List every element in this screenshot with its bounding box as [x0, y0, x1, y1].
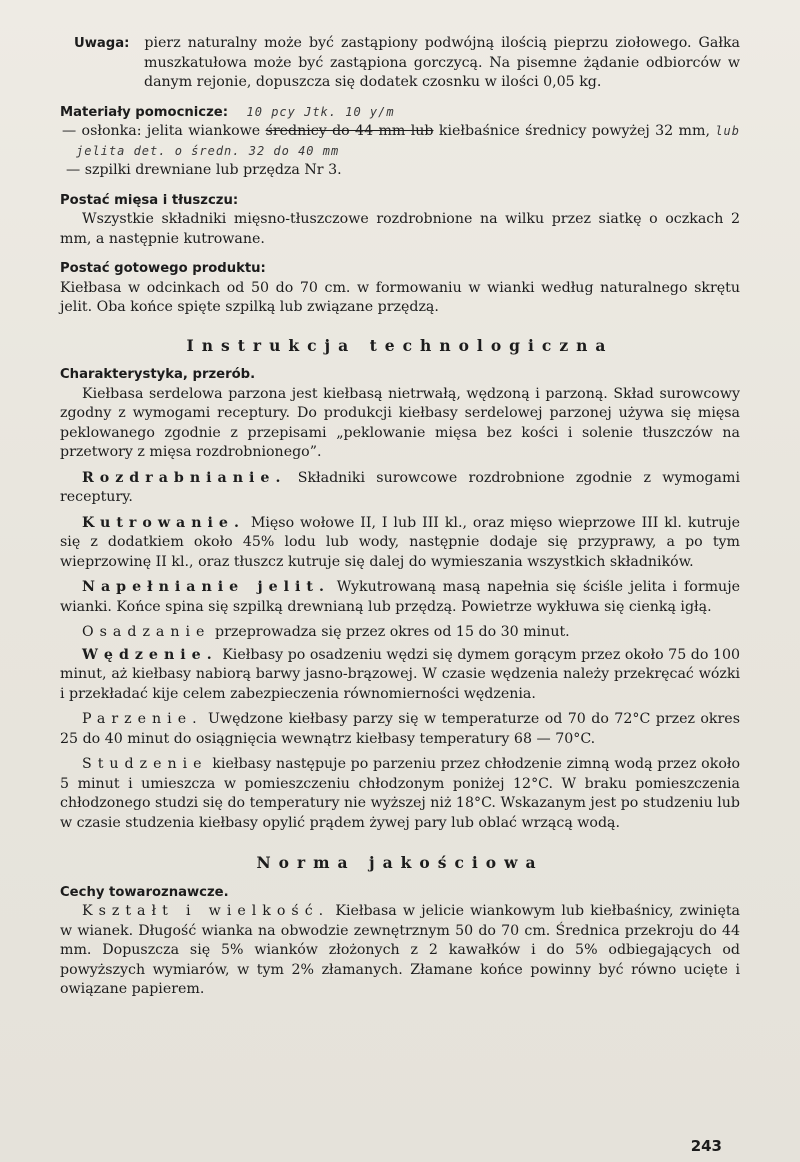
step-text: Uwędzone kiełbasy parzy się w temperaturze od 70 do 72°C przez okres 25 do 40 minut do osiągnięcia wewnątrz kiełbasy temperatury 68 — 70°C. [60, 711, 740, 747]
page-number: 243 [690, 1136, 722, 1155]
quality-text: Kiełbasa w jelicie wiankowym lub kiełbaśnicy, zwinięta w wianek. Długość wianka na obwodzie zewnętrznym 50 do 70 cm. Średnica przekroju do 44 mm. Dopuszcza się 5% wianków złożonych z 2 kawałków i do 5% odbiegających od powyższych wymiarów, w tym 2% złamanych. Złamane końce powinny być równo ucięte i owiązane papierem. [60, 903, 740, 997]
aux-heading: Materiały pomocnicze: [60, 104, 229, 120]
note-text: pierz naturalny może być zastąpiony podwójną ilością pieprzu ziołowego. Gałka muszkatułowa może być zastąpiona gorczycą. Na pisemne żądanie odbiorców w danym rejonie, dopuszcza się dodatek czosnku w ilości 0,05 kg. [144, 35, 740, 90]
meat-form-text: Wszystkie składniki mięsno-tłuszczowe rozdrobnione na wilku przez siatkę o oczkach 2 mm, a następnie kutrowane. [60, 211, 740, 247]
step-name: Parzenie. [82, 711, 203, 727]
aux-heading-row [60, 103, 740, 123]
product-form-section [60, 259, 740, 318]
product-form-text: Kiełbasa w odcinkach od 50 do 70 cm. w formowaniu w wianki według naturalnego skrętu jelit. Oba końce spięte szpilką lub związane przędzą. [60, 279, 740, 315]
step-name: Kształt i wielkość. [82, 903, 330, 919]
step-text: Kiełbasy po osadzeniu wędzi się dymem gorącym przez około 75 do 100 minut, aż kiełbasy nabiorą barwy jasno-brązowej. W czasie wędzenia należy przekręcać wózki i przekładać kije celem zabezpieczenia równomierności wędzenia. [60, 646, 741, 702]
step-name: Napełnianie jelit. [82, 579, 330, 595]
handwritten-note-top: 10 pcy Jtk. 10 y/m [246, 104, 395, 119]
quality-title: Norma jakościowa [256, 853, 544, 872]
tech-title: Instrukcja technologiczna [186, 335, 614, 355]
step-name: Osadzanie [82, 624, 211, 640]
handwritten-note-casing: lub jelita det. o średn. 32 do 40 mm [76, 124, 740, 158]
note-paragraph [68, 34, 740, 93]
meat-form-section [60, 191, 740, 250]
step-name: Kutrowanie. [82, 514, 245, 531]
step-name: Studzenie [82, 756, 208, 772]
step-name: Wędzenie. [82, 646, 218, 663]
step-name: Rozdrabnianie. [82, 469, 287, 486]
step-kutrowanie [60, 514, 740, 573]
quality-shape-size [60, 902, 740, 1000]
aux-item1-rest: kiełbaśnice średnicy powyżej 32 mm, [438, 123, 710, 139]
step-text: przeprowadza się przez okres od 15 do 30 minut. [214, 624, 570, 640]
tech-intro: Kiełbasa serdelowa parzona jest kiełbasą nietrwałą, wędzoną i parzoną. Skład surowcowy zgodny z wymogami receptury. Do produkcji kiełbasy serdelowej parzonej używa się mięsa peklowanego zgodnie z przepisami „peklowanie mięsa bez kości i solenie tłuszczów na przetwory z mięsa rozdrobnionego”. [60, 385, 740, 460]
aux-item1-prefix: — osłonka: jelita wiankowe [62, 123, 261, 139]
step-text: Wykutrowaną masą napełnia się ściśle jelita i formuje wianki. Końce spina się szpilką drewnianą lub przędzą. Powietrze wykłuwa się cienką igłą. [60, 579, 740, 615]
aux-item-pins: — szpilki drewniane lub przędza Nr 3. [66, 162, 342, 178]
meat-form-heading: Postać mięsa i tłuszczu: [60, 192, 239, 208]
aux-materials-section [60, 103, 740, 181]
step-text: kiełbasy następuje po parzeniu przez chłodzenie zimną wodą przez około 5 minut i umieszcza w pomieszczeniu chłodzonym poniżej 12°C. W braku pomieszczenia chłodzonego studzi się do temperatury nie wyższej niż 18°C. Wskazanym jest po studzeniu lub w czasie studzenia kiełbasy opylić prądem żywej pary lub oblać wrzącą wodą. [60, 756, 741, 831]
step-wedzenie [60, 646, 740, 705]
step-text: Mięso wołowe II, I lub III kl., oraz mięso wieprzowe III kl. kutruje się z dodatkiem około 45% lodu lub wody, następnie dodaje się przyprawy, a po tym wieprzowinę II kl., oraz tłuszcz kutruje się dalej do wymieszania wszystkich składników. [60, 514, 741, 570]
aux-item-casing [60, 122, 740, 161]
step-parzenie [60, 710, 740, 749]
step-rozdrabnianie [60, 469, 740, 508]
product-form-heading: Postać gotowego produktu: [60, 261, 266, 276]
quality-subheading: Cechy towaroznawcze. [60, 884, 229, 900]
step-studzenie [60, 755, 740, 833]
step-text: Składniki surowcowe rozdrobnione zgodnie z wymogami receptury. [60, 469, 740, 505]
step-napelnianie [60, 578, 740, 617]
step-osadzanie [60, 623, 740, 643]
aux-item1-struck: średnicy do 44 mm lub [265, 123, 434, 139]
tech-subheading: Charakterystyka, przerób. [60, 367, 256, 382]
note-label: Uwaga: [74, 36, 130, 51]
